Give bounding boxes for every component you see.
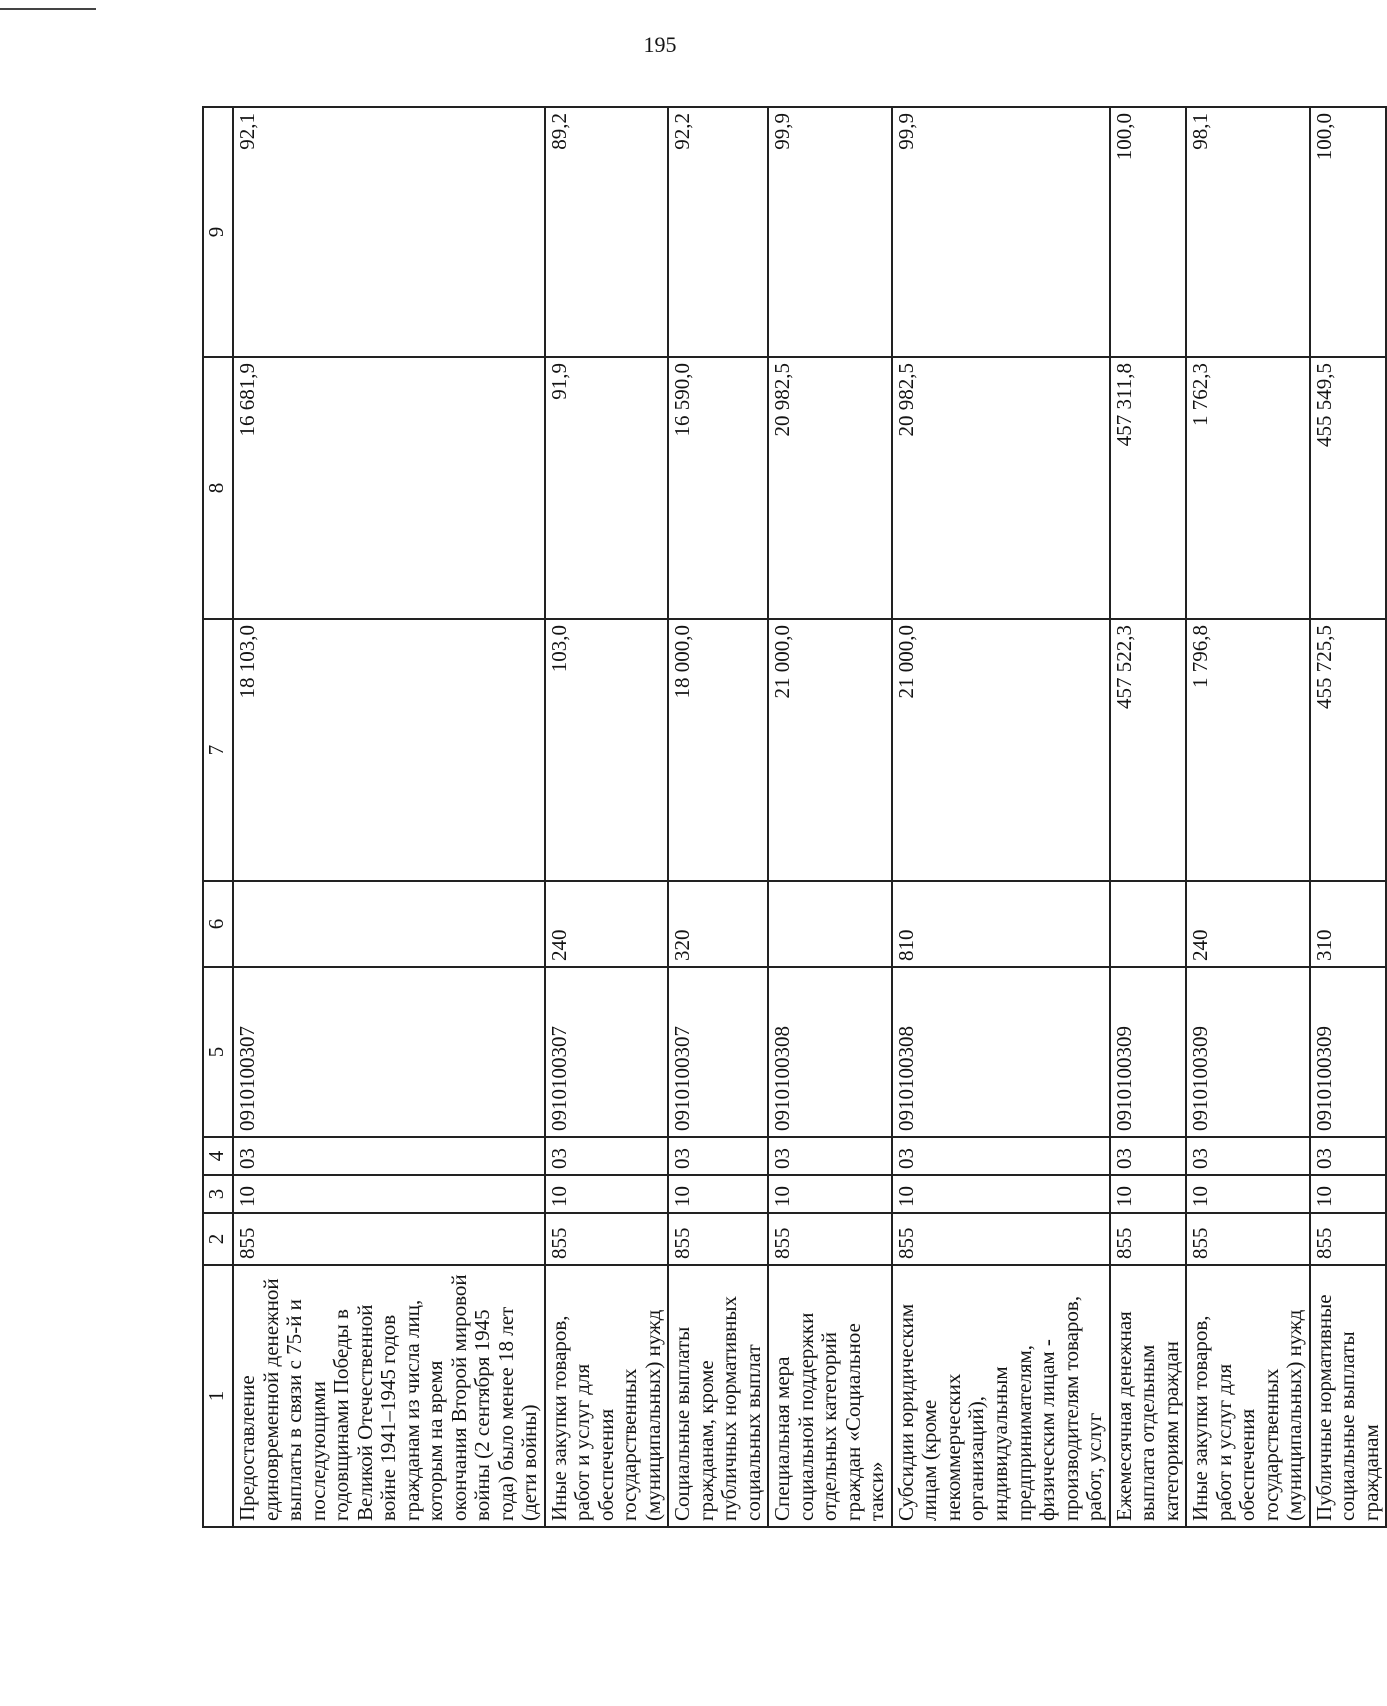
scan-artifact-line [0, 8, 96, 10]
row-name: Иные закупки товаров, работ и услуг для обеспечения государственных (муниципальных) нужд [545, 1265, 669, 1527]
cell-c8: 20 982,5 [892, 357, 1110, 619]
cell-c6 [768, 881, 892, 967]
header-cell-6: 6 [203, 881, 233, 967]
rotated-table-container [202, 108, 1383, 1528]
cell-c6: 240 [545, 881, 669, 967]
table-row [233, 107, 545, 1527]
table-header-row [203, 107, 233, 1527]
cell-c3: 10 [545, 1175, 669, 1213]
cell-c9: 100,0 [1310, 107, 1387, 357]
cell-c3: 10 [768, 1175, 892, 1213]
cell-c2: 855 [1110, 1213, 1187, 1265]
cell-c5: 0910100308 [892, 967, 1110, 1137]
row-name: Ежемесячная денежная выплата отдельным категориям граждан [1110, 1265, 1187, 1527]
cell-c8: 20 982,5 [768, 357, 892, 619]
cell-c4: 03 [1110, 1137, 1187, 1175]
header-cell-3: 3 [203, 1175, 233, 1213]
cell-c5: 0910100307 [545, 967, 669, 1137]
cell-c7: 103,0 [545, 619, 669, 881]
cell-c2: 855 [233, 1213, 545, 1265]
cell-c4: 03 [233, 1137, 545, 1175]
cell-c7: 457 522,3 [1110, 619, 1187, 881]
cell-c3: 10 [1186, 1175, 1310, 1213]
cell-c8: 457 311,8 [1110, 357, 1187, 619]
row-name: Социальные выплаты гражданам, кроме публичных нормативных социальных выплат [668, 1265, 768, 1527]
row-name: Субсидии юридическим лицам (кроме некоммерческих организаций), индивидуальным предпринимателям, физическим лицам - производителям товаров, работ, услуг [892, 1265, 1110, 1527]
cell-c7: 18 103,0 [233, 619, 545, 881]
cell-c7: 455 725,5 [1310, 619, 1387, 881]
cell-c2: 855 [1186, 1213, 1310, 1265]
table-row [1110, 107, 1187, 1527]
cell-c7: 18 000,0 [668, 619, 768, 881]
page-number: 195 [643, 32, 677, 57]
budget-table [202, 106, 1387, 1528]
cell-c9: 99,9 [768, 107, 892, 357]
header-cell-9: 9 [203, 107, 233, 357]
cell-c2: 855 [545, 1213, 669, 1265]
table-row [768, 107, 892, 1527]
cell-c7: 1 796,8 [1186, 619, 1310, 881]
cell-c5: 0910100307 [668, 967, 768, 1137]
header-cell-8: 8 [203, 357, 233, 619]
cell-c8: 455 549,5 [1310, 357, 1387, 619]
cell-c5: 0910100309 [1310, 967, 1387, 1137]
cell-c6: 810 [892, 881, 1110, 967]
header-cell-5: 5 [203, 967, 233, 1137]
cell-c9: 100,0 [1110, 107, 1187, 357]
cell-c9: 98,1 [1186, 107, 1310, 357]
cell-c6: 240 [1186, 881, 1310, 967]
cell-c4: 03 [1310, 1137, 1387, 1175]
cell-c5: 0910100309 [1186, 967, 1310, 1137]
cell-c2: 855 [768, 1213, 892, 1265]
cell-c6 [1110, 881, 1187, 967]
cell-c4: 03 [668, 1137, 768, 1175]
cell-c6: 310 [1310, 881, 1387, 967]
cell-c4: 03 [1186, 1137, 1310, 1175]
row-name: Предоставление единовременной денежной выплаты в связи с 75-й и последующими годовщинами Победы в Великой Отечественной войне 1941–1945 годов гражданам из числа лиц, которым на время окончания Второй мировой войны (2 сентября 1945 года) было менее 18 лет (дети войны) [233, 1265, 545, 1527]
cell-c9: 92,2 [668, 107, 768, 357]
cell-c9: 99,9 [892, 107, 1110, 357]
cell-c5: 0910100309 [1110, 967, 1187, 1137]
table-row [1310, 107, 1387, 1527]
cell-c8: 16 681,9 [233, 357, 545, 619]
cell-c8: 16 590,0 [668, 357, 768, 619]
cell-c8: 91,9 [545, 357, 669, 619]
cell-c4: 03 [892, 1137, 1110, 1175]
header-cell-7: 7 [203, 619, 233, 881]
cell-c3: 10 [233, 1175, 545, 1213]
cell-c2: 855 [1310, 1213, 1387, 1265]
cell-c6: 320 [668, 881, 768, 967]
cell-c8: 1 762,3 [1186, 357, 1310, 619]
cell-c4: 03 [545, 1137, 669, 1175]
cell-c7: 21 000,0 [892, 619, 1110, 881]
cell-c3: 10 [1110, 1175, 1187, 1213]
cell-c7: 21 000,0 [768, 619, 892, 881]
cell-c3: 10 [668, 1175, 768, 1213]
cell-c5: 0910100307 [233, 967, 545, 1137]
cell-c3: 10 [892, 1175, 1110, 1213]
cell-c9: 92,1 [233, 107, 545, 357]
cell-c3: 10 [1310, 1175, 1387, 1213]
cell-c6 [233, 881, 545, 967]
table-row [1186, 107, 1310, 1527]
cell-c2: 855 [668, 1213, 768, 1265]
cell-c4: 03 [768, 1137, 892, 1175]
table-row [545, 107, 669, 1527]
cell-c5: 0910100308 [768, 967, 892, 1137]
cell-c2: 855 [892, 1213, 1110, 1265]
row-name: Публичные нормативные социальные выплаты гражданам [1310, 1265, 1387, 1527]
header-cell-4: 4 [203, 1137, 233, 1175]
table-row [892, 107, 1110, 1527]
row-name: Специальная мера социальной поддержки отдельных категорий граждан «Социальное такси» [768, 1265, 892, 1527]
row-name: Иные закупки товаров, работ и услуг для обеспечения государственных (муниципальных) нужд [1186, 1265, 1310, 1527]
cell-c9: 89,2 [545, 107, 669, 357]
header-cell-1: 1 [203, 1265, 233, 1527]
table-row [668, 107, 768, 1527]
header-cell-2: 2 [203, 1213, 233, 1265]
